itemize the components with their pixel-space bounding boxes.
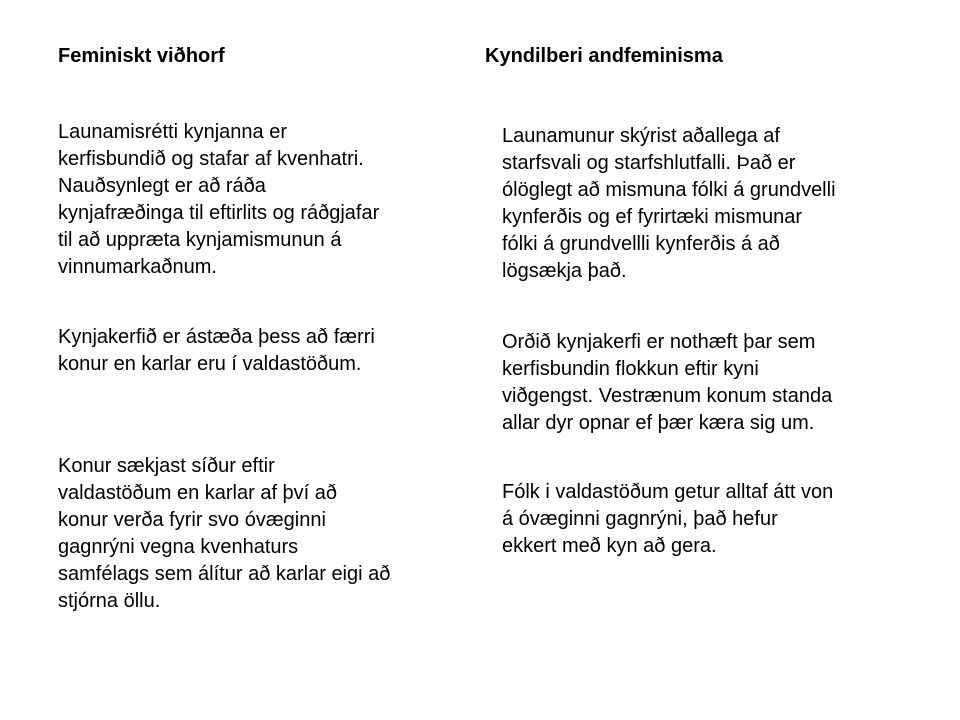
right-column-heading: Kyndilberi andfeminisma: [485, 45, 723, 67]
left-paragraph-leadership: Konur sækjast síður eftir valdastöðum en karlar af því að konur verða fyrir svo óvæginni gagnrýni vegna kvenhaturs samfélags sem álítur að karlar eigi að stjórna öllu.: [58, 455, 391, 612]
left-column-heading: Feminiskt viðhorf: [58, 45, 225, 67]
left-paragraph-gender-system: Kynjakerfið er ástæða þess að færri konur en karlar eru í valdastöðum.: [58, 326, 375, 375]
left-paragraph-wage-gap: Launamisrétti kynjanna er kerfisbundið og stafar af kvenhatri. Nauðsynlegt er að ráða kynjafræðinga til eftirlits og ráðgjafar til að uppræta kynjamismunun á vinnumarkaðnum.: [58, 121, 380, 278]
right-paragraph-wage-gap: Launamunur skýrist aðallega af starfsvali og starfshlutfalli. Það er ólöglegt að mismuna fólki á grundvelli kynferðis og ef fyrirtæki mismunar fólki á grundvellli kynferðis á að lögsækja það.: [502, 125, 836, 282]
right-paragraph-leadership: Fólk i valdastöðum getur alltaf átt von á óvæginni gagnrýni, það hefur ekkert með kyn að gera.: [502, 481, 834, 557]
right-paragraph-gender-system: Orðið kynjakerfi er nothæft þar sem kerfisbundin flokkun eftir kyni viðgengst. Vestrænum konum standa allar dyr opnar ef þær kæra sig um.: [502, 331, 833, 434]
